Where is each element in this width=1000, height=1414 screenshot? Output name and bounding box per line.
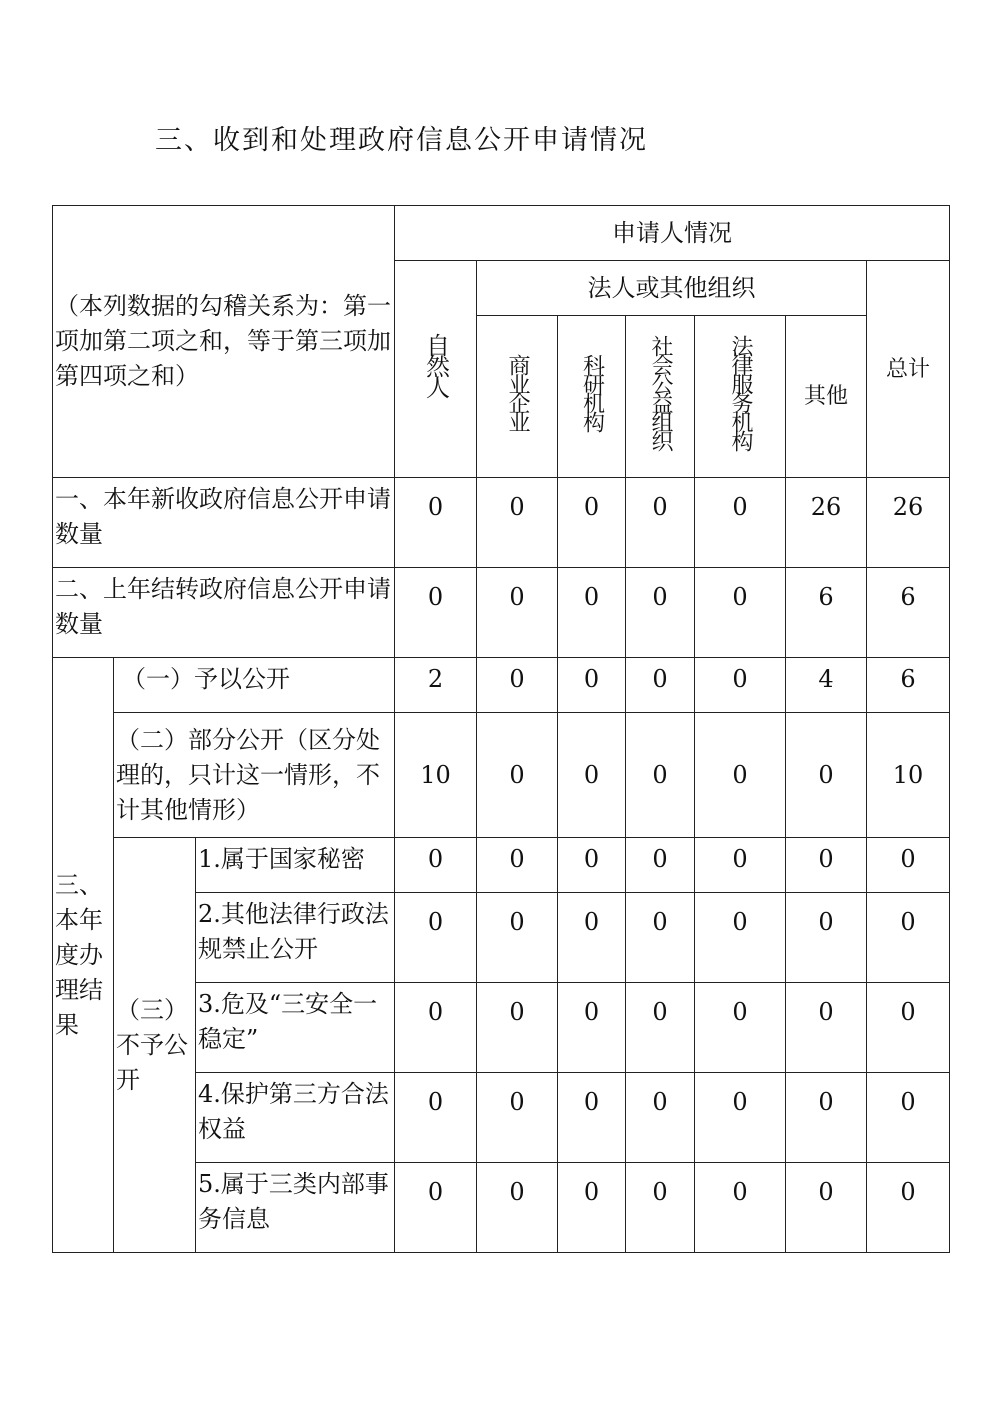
cell-value: 0 bbox=[477, 983, 558, 1073]
cell-value: 0 bbox=[395, 1073, 477, 1163]
cell-value: 0 bbox=[867, 893, 950, 983]
cell-value: 0 bbox=[626, 478, 695, 568]
cell-value: 0 bbox=[626, 1073, 695, 1163]
applications-table bbox=[52, 205, 950, 1253]
cell-value: 0 bbox=[626, 838, 695, 893]
cell-value: 0 bbox=[558, 893, 626, 983]
cell-value: 0 bbox=[558, 658, 626, 713]
cell-value: 0 bbox=[558, 1163, 626, 1253]
cell-value: 0 bbox=[695, 568, 786, 658]
cell-value: 0 bbox=[695, 1073, 786, 1163]
table-row bbox=[53, 658, 950, 713]
cell-value: 10 bbox=[867, 713, 950, 838]
cell-value: 0 bbox=[395, 893, 477, 983]
cell-value: 0 bbox=[786, 1073, 867, 1163]
cell-value: 2 bbox=[395, 658, 477, 713]
header-note: （本列数据的勾稽关系为：第一项加第二项之和，等于第三项加第四项之和） bbox=[53, 206, 395, 478]
cell-value: 0 bbox=[395, 568, 477, 658]
cell-value: 0 bbox=[867, 983, 950, 1073]
cell-value: 26 bbox=[867, 478, 950, 568]
cell-value: 0 bbox=[477, 478, 558, 568]
page-title: 三、收到和处理政府信息公开申请情况 bbox=[155, 125, 648, 156]
cell-value: 6 bbox=[867, 658, 950, 713]
cell-value: 0 bbox=[695, 838, 786, 893]
cell-value: 0 bbox=[558, 838, 626, 893]
cell-value: 0 bbox=[395, 478, 477, 568]
col-natural: 自然人 bbox=[395, 261, 477, 478]
cell-value: 4 bbox=[786, 658, 867, 713]
cell-value: 0 bbox=[558, 568, 626, 658]
cell-value: 0 bbox=[867, 1073, 950, 1163]
cell-value: 0 bbox=[786, 983, 867, 1073]
table-row bbox=[53, 838, 950, 893]
row-label: 1.属于国家秘密 bbox=[196, 838, 395, 893]
table-row bbox=[53, 568, 950, 658]
cell-value: 0 bbox=[786, 1163, 867, 1253]
header-legal-group: 法人或其他组织 bbox=[477, 261, 867, 316]
cell-value: 0 bbox=[626, 568, 695, 658]
cell-value: 10 bbox=[395, 713, 477, 838]
cell-value: 0 bbox=[695, 478, 786, 568]
cell-value: 0 bbox=[477, 658, 558, 713]
cell-value: 0 bbox=[695, 658, 786, 713]
row-label: （二）部分公开（区分处理的，只计这一情形，不计其他情形） bbox=[114, 713, 395, 838]
row-label: 5.属于三类内部事务信息 bbox=[196, 1163, 395, 1253]
cell-value: 0 bbox=[867, 1163, 950, 1253]
row-label: （一）予以公开 bbox=[114, 658, 395, 713]
cell-value: 0 bbox=[695, 983, 786, 1073]
col-total: 总计 bbox=[867, 261, 950, 478]
cell-value: 0 bbox=[786, 713, 867, 838]
col-welfare: 社会公益组织 bbox=[626, 316, 695, 478]
cell-value: 0 bbox=[695, 893, 786, 983]
not-public-label: （三）不予公开 bbox=[114, 838, 196, 1253]
section3-label: 三、本年度办理结果 bbox=[53, 658, 114, 1253]
cell-value: 0 bbox=[626, 983, 695, 1073]
cell-value: 0 bbox=[477, 893, 558, 983]
cell-value: 6 bbox=[786, 568, 867, 658]
cell-value: 0 bbox=[558, 1073, 626, 1163]
cell-value: 0 bbox=[786, 838, 867, 893]
header-applicant: 申请人情况 bbox=[395, 206, 950, 261]
cell-value: 0 bbox=[395, 983, 477, 1073]
cell-value: 0 bbox=[786, 893, 867, 983]
table-row bbox=[53, 713, 950, 838]
cell-value: 0 bbox=[477, 1073, 558, 1163]
cell-value: 0 bbox=[695, 713, 786, 838]
cell-value: 0 bbox=[626, 658, 695, 713]
cell-value: 0 bbox=[558, 983, 626, 1073]
cell-value: 0 bbox=[477, 713, 558, 838]
cell-value: 26 bbox=[786, 478, 867, 568]
col-research: 科研机构 bbox=[558, 316, 626, 478]
row-label: 一、本年新收政府信息公开申请数量 bbox=[53, 478, 395, 568]
cell-value: 0 bbox=[626, 713, 695, 838]
table-row bbox=[53, 478, 950, 568]
cell-value: 0 bbox=[477, 1163, 558, 1253]
cell-value: 6 bbox=[867, 568, 950, 658]
cell-value: 0 bbox=[558, 713, 626, 838]
cell-value: 0 bbox=[558, 478, 626, 568]
cell-value: 0 bbox=[626, 1163, 695, 1253]
cell-value: 0 bbox=[626, 893, 695, 983]
cell-value: 0 bbox=[477, 568, 558, 658]
col-other: 其他 bbox=[786, 316, 867, 478]
cell-value: 0 bbox=[395, 838, 477, 893]
cell-value: 0 bbox=[395, 1163, 477, 1253]
cell-value: 0 bbox=[695, 1163, 786, 1253]
row-label: 4.保护第三方合法权益 bbox=[196, 1073, 395, 1163]
col-business: 商业企业 bbox=[477, 316, 558, 478]
row-label: 二、上年结转政府信息公开申请数量 bbox=[53, 568, 395, 658]
row-label: 2.其他法律行政法规禁止公开 bbox=[196, 893, 395, 983]
cell-value: 0 bbox=[477, 838, 558, 893]
cell-value: 0 bbox=[867, 838, 950, 893]
row-label: 3.危及“三安全一稳定” bbox=[196, 983, 395, 1073]
col-legal: 法律服务机构 bbox=[695, 316, 786, 478]
